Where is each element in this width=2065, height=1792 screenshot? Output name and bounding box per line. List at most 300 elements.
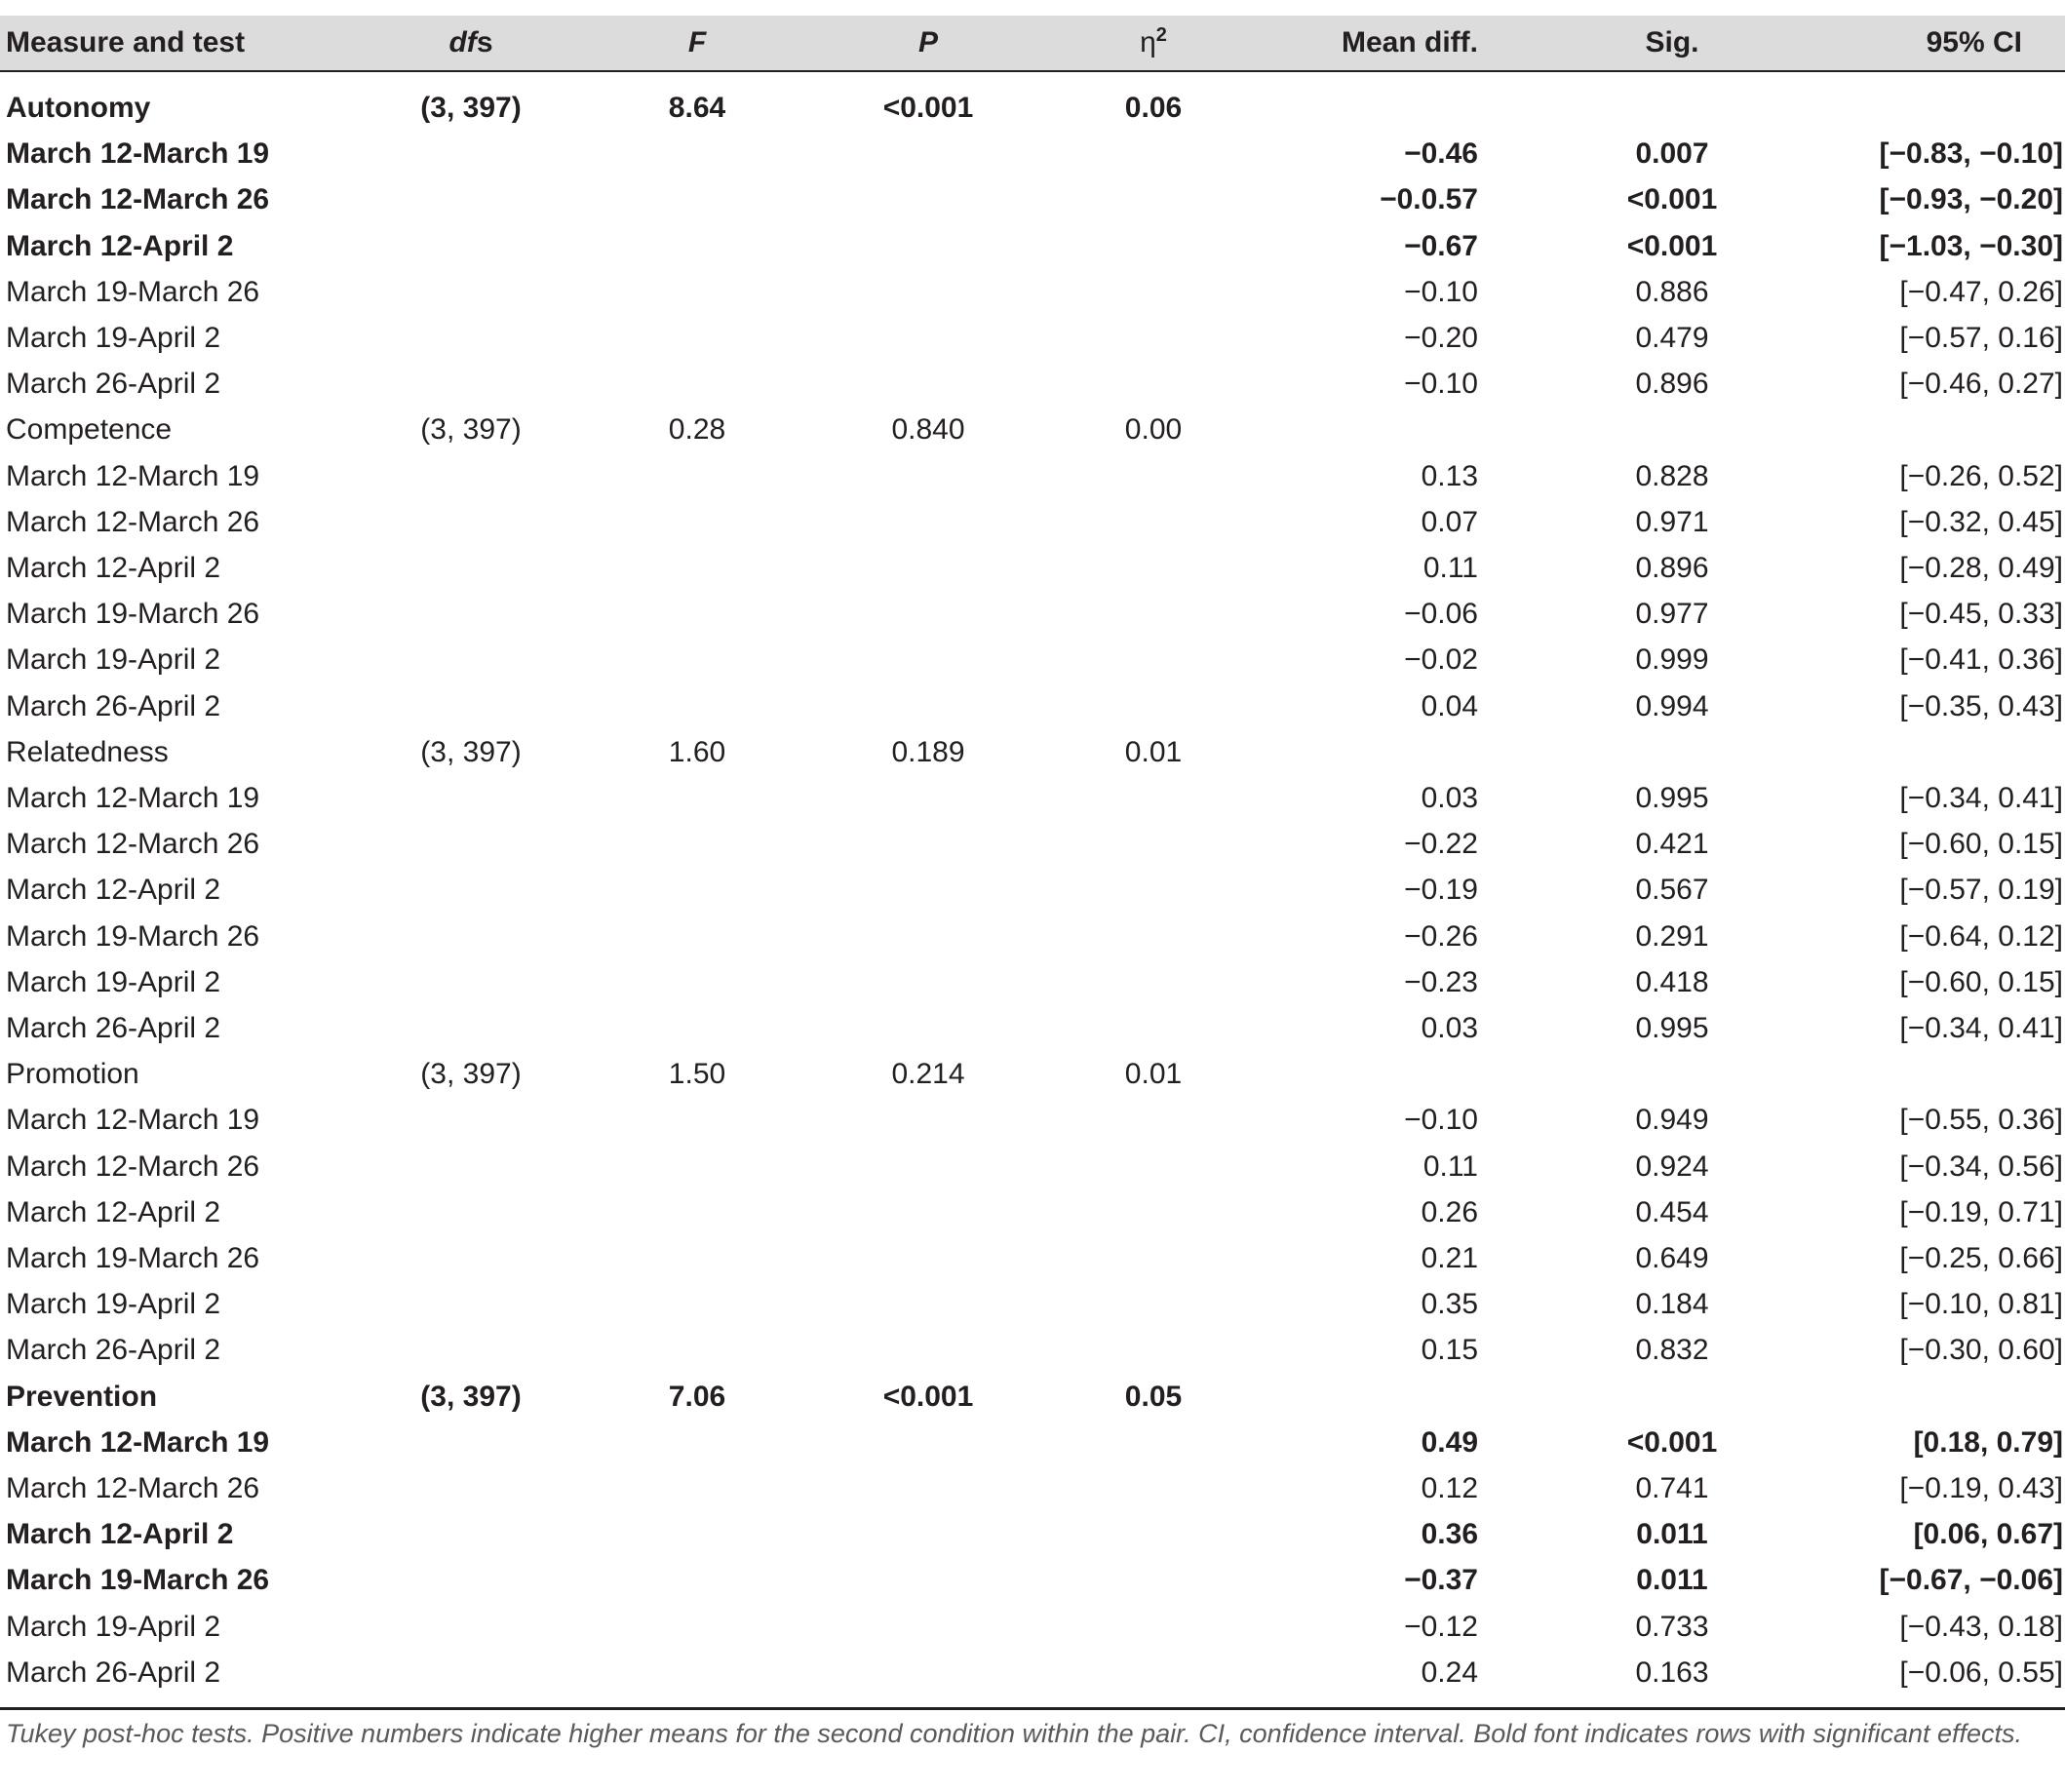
cell-eta: 0.00 <box>1124 413 1183 447</box>
cell-ci: [−0.32, 0.45] <box>1899 505 2063 538</box>
cell-label: March 19-March 26 <box>6 598 260 631</box>
table-row <box>0 1374 2065 1420</box>
cell-p <box>850 1144 1006 1189</box>
cell-ci: [−0.19, 0.43] <box>1899 1472 2063 1504</box>
cell-ci: [−0.06, 0.55] <box>1899 1656 2063 1689</box>
cell-dfs <box>388 361 554 407</box>
table-row <box>0 453 2065 499</box>
cell-sig: 0.741 <box>1635 1472 1709 1504</box>
cell-sig: 0.163 <box>1635 1656 1709 1689</box>
cell-dfs <box>388 545 554 591</box>
cell-mean-diff: −0.19 <box>1404 874 1478 907</box>
cell-sig: 0.949 <box>1635 1104 1709 1137</box>
table-header-row <box>0 16 2065 70</box>
cell-eta <box>1080 361 1227 407</box>
cell-f <box>624 1189 770 1235</box>
cell-ci: [−0.93, −0.20] <box>1879 183 2063 216</box>
cell-ci: [−0.57, 0.16] <box>1899 322 2063 354</box>
cell-mean-diff: 0.35 <box>1421 1288 1478 1321</box>
cell-label: March 12-March 19 <box>6 782 260 814</box>
cell-mean-diff: 0.03 <box>1421 1012 1478 1044</box>
cell-p: <0.001 <box>882 1380 974 1413</box>
cell-dfs: (3, 397) <box>420 92 522 124</box>
cell-f <box>624 361 770 407</box>
cell-f <box>624 591 770 637</box>
cell-p: 0.214 <box>891 1058 965 1091</box>
cell-label: March 19-March 26 <box>6 275 260 308</box>
cell-f <box>624 1604 770 1650</box>
table-row <box>0 1051 2065 1097</box>
cell-p <box>850 315 1006 361</box>
cell-ci: [−0.46, 0.27] <box>1899 368 2063 401</box>
cell-eta <box>1080 1235 1227 1281</box>
cell-label: March 12-March 19 <box>6 137 270 171</box>
table-row <box>0 1144 2065 1189</box>
table-row <box>0 131 2065 176</box>
cell-eta <box>1080 1189 1227 1235</box>
cell-sig <box>1570 729 1774 775</box>
cell-p <box>850 1650 1006 1695</box>
cell-p <box>850 1281 1006 1327</box>
cell-sig <box>1570 407 1774 452</box>
cell-ci: [−0.25, 0.66] <box>1899 1242 2063 1274</box>
cell-f <box>624 315 770 361</box>
table-row <box>0 821 2065 867</box>
cell-mean-diff: 0.13 <box>1421 459 1478 492</box>
cell-ci: [−0.34, 0.41] <box>1899 782 2063 814</box>
cell-eta <box>1080 545 1227 591</box>
cell-eta <box>1080 131 1227 176</box>
cell-label: March 12-March 26 <box>6 1472 260 1504</box>
cell-dfs <box>388 499 554 545</box>
cell-sig: 0.479 <box>1635 322 1709 354</box>
cell-mean-diff: −0.22 <box>1404 828 1478 861</box>
cell-f <box>624 545 770 591</box>
cell-eta: 0.06 <box>1124 92 1183 124</box>
cell-eta <box>1080 959 1227 1005</box>
cell-label: March 26-April 2 <box>6 1334 221 1367</box>
cell-label: March 12-March 26 <box>6 183 270 216</box>
cell-p <box>850 683 1006 729</box>
cell-dfs <box>388 775 554 821</box>
bottom-rule <box>0 1707 2065 1710</box>
table-row <box>0 1557 2065 1603</box>
cell-label: March 19-March 26 <box>6 919 260 953</box>
cell-label: Relatedness <box>6 735 169 768</box>
cell-dfs <box>388 1327 554 1373</box>
table-row <box>0 1097 2065 1143</box>
cell-eta <box>1080 1005 1227 1051</box>
cell-label: March 12-April 2 <box>6 1195 221 1228</box>
cell-label: March 26-April 2 <box>6 368 221 401</box>
cell-f <box>624 821 770 867</box>
cell-f <box>624 1327 770 1373</box>
cell-ci <box>1774 1374 2065 1420</box>
cell-mean-diff: −0.06 <box>1404 598 1478 631</box>
cell-label: March 26-April 2 <box>6 1656 221 1689</box>
cell-p <box>850 1420 1006 1465</box>
table-row <box>0 867 2065 913</box>
cell-f <box>624 1465 770 1511</box>
cell-sig: 0.896 <box>1635 552 1709 584</box>
cell-label: March 12-March 26 <box>6 1149 260 1183</box>
cell-sig: 0.291 <box>1635 919 1709 953</box>
cell-mean-diff: 0.21 <box>1421 1242 1478 1274</box>
cell-eta <box>1080 176 1227 222</box>
cell-dfs: (3, 397) <box>420 1380 522 1413</box>
cell-f <box>624 1144 770 1189</box>
cell-p <box>850 1465 1006 1511</box>
header-sig: Sig. <box>1645 26 1699 58</box>
cell-dfs <box>388 637 554 682</box>
cell-mean-diff: −0.37 <box>1404 1564 1478 1597</box>
cell-p <box>850 269 1006 315</box>
cell-sig: 0.733 <box>1635 1610 1709 1643</box>
cell-mean-diff: −0.0.57 <box>1380 183 1478 216</box>
cell-f: 1.50 <box>668 1058 726 1091</box>
cell-mean-diff: 0.26 <box>1421 1195 1478 1228</box>
cell-dfs: (3, 397) <box>420 1058 522 1091</box>
cell-mean-diff: −0.10 <box>1404 368 1478 401</box>
cell-ci: [0.06, 0.67] <box>1913 1518 2063 1551</box>
cell-dfs <box>388 1650 554 1695</box>
cell-mean-diff: 0.11 <box>1422 1149 1478 1183</box>
table-row <box>0 1281 2065 1327</box>
table-row <box>0 1511 2065 1557</box>
cell-mean-diff: 0.12 <box>1421 1472 1478 1504</box>
cell-eta <box>1080 683 1227 729</box>
cell-dfs <box>388 1281 554 1327</box>
cell-p <box>850 361 1006 407</box>
cell-f <box>624 637 770 682</box>
cell-ci: [−0.10, 0.81] <box>1899 1288 2063 1321</box>
cell-eta <box>1080 1420 1227 1465</box>
cell-eta <box>1080 1511 1227 1557</box>
table-row <box>0 683 2065 729</box>
cell-label: March 19-March 26 <box>6 1564 270 1597</box>
header-measure: Measure and test <box>6 26 246 58</box>
cell-ci: [−0.57, 0.19] <box>1899 874 2063 907</box>
table-row <box>0 361 2065 407</box>
cell-sig: 0.977 <box>1635 598 1709 631</box>
cell-mean-diff: 0.03 <box>1421 782 1478 814</box>
table-row <box>0 85 2065 131</box>
header-eta-sup: 2 <box>1155 24 1167 46</box>
cell-p <box>850 499 1006 545</box>
table-row <box>0 315 2065 361</box>
cell-sig: 0.971 <box>1635 505 1709 538</box>
cell-dfs <box>388 591 554 637</box>
cell-p <box>850 1557 1006 1603</box>
cell-p <box>850 959 1006 1005</box>
cell-sig: <0.001 <box>1626 229 1718 262</box>
cell-mean-diff: −0.46 <box>1404 137 1478 171</box>
cell-f: 0.28 <box>668 413 726 447</box>
cell-f <box>624 1281 770 1327</box>
cell-eta <box>1080 269 1227 315</box>
cell-eta <box>1080 914 1227 959</box>
cell-dfs <box>388 1189 554 1235</box>
cell-dfs <box>388 1097 554 1143</box>
table-row <box>0 1005 2065 1051</box>
table-row <box>0 959 2065 1005</box>
cell-eta <box>1080 453 1227 499</box>
cell-f <box>624 131 770 176</box>
cell-ci <box>1774 407 2065 452</box>
cell-label: March 12-April 2 <box>6 874 221 907</box>
cell-ci: [−0.67, −0.06] <box>1879 1564 2063 1597</box>
cell-f: 1.60 <box>668 735 726 768</box>
cell-label: March 12-March 26 <box>6 505 260 538</box>
header-p: P <box>917 26 938 58</box>
cell-eta <box>1080 1604 1227 1650</box>
cell-ci: [−0.19, 0.71] <box>1899 1195 2063 1228</box>
cell-ci: [−0.41, 0.36] <box>1899 643 2063 677</box>
cell-label: March 12-March 26 <box>6 828 260 861</box>
cell-p <box>850 867 1006 913</box>
cell-mean-diff: −0.10 <box>1404 1104 1478 1137</box>
table-row <box>0 1235 2065 1281</box>
cell-mean-diff: 0.49 <box>1421 1425 1478 1459</box>
cell-sig: 0.011 <box>1636 1518 1708 1551</box>
cell-dfs <box>388 867 554 913</box>
cell-label: March 19-April 2 <box>6 322 221 354</box>
cell-label: March 19-April 2 <box>6 1288 221 1321</box>
cell-eta <box>1080 1097 1227 1143</box>
cell-f <box>624 1650 770 1695</box>
cell-eta <box>1080 867 1227 913</box>
cell-eta <box>1080 591 1227 637</box>
cell-p <box>850 591 1006 637</box>
cell-ci: [−0.83, −0.10] <box>1879 137 2063 171</box>
cell-p <box>850 176 1006 222</box>
cell-mean-diff <box>1330 407 1478 452</box>
table-row <box>0 269 2065 315</box>
cell-sig: 0.418 <box>1635 965 1709 998</box>
cell-dfs: (3, 397) <box>420 735 522 768</box>
cell-f <box>624 269 770 315</box>
cell-label: Competence <box>6 413 173 447</box>
cell-f <box>624 775 770 821</box>
cell-label: March 19-April 2 <box>6 643 221 677</box>
table-row <box>0 1465 2065 1511</box>
cell-label: March 12-March 19 <box>6 459 260 492</box>
cell-sig: 0.421 <box>1635 828 1709 861</box>
cell-p <box>850 545 1006 591</box>
cell-dfs <box>388 1557 554 1603</box>
cell-p <box>850 453 1006 499</box>
cell-ci: [−0.45, 0.33] <box>1899 598 2063 631</box>
cell-sig: 0.567 <box>1635 874 1709 907</box>
table-row <box>0 775 2065 821</box>
cell-ci: [−0.26, 0.52] <box>1899 459 2063 492</box>
cell-f <box>624 176 770 222</box>
cell-ci: [−0.60, 0.15] <box>1899 965 2063 998</box>
cell-mean-diff: −0.23 <box>1404 965 1478 998</box>
cell-p <box>850 1327 1006 1373</box>
cell-mean-diff <box>1330 729 1478 775</box>
cell-sig: 0.924 <box>1635 1149 1709 1183</box>
cell-sig: 0.896 <box>1635 368 1709 401</box>
cell-mean-diff: 0.11 <box>1422 552 1478 584</box>
cell-dfs <box>388 315 554 361</box>
cell-f <box>624 867 770 913</box>
cell-dfs <box>388 453 554 499</box>
cell-eta: 0.01 <box>1124 735 1183 768</box>
cell-dfs <box>388 1144 554 1189</box>
cell-label: March 12-April 2 <box>6 552 221 584</box>
cell-sig: 0.994 <box>1635 689 1709 722</box>
cell-mean-diff <box>1330 85 1478 131</box>
cell-label: March 12-March 19 <box>6 1104 260 1137</box>
cell-mean-diff: 0.15 <box>1421 1334 1478 1367</box>
cell-p <box>850 1604 1006 1650</box>
table-row <box>0 914 2065 959</box>
cell-p <box>850 1235 1006 1281</box>
cell-mean-diff: 0.36 <box>1421 1518 1478 1551</box>
header-mean-diff: Mean diff. <box>1342 26 1478 58</box>
cell-sig: <0.001 <box>1626 1425 1718 1459</box>
cell-label: March 26-April 2 <box>6 689 221 722</box>
cell-eta: 0.05 <box>1124 1380 1183 1413</box>
cell-ci: [0.18, 0.79] <box>1913 1425 2063 1459</box>
table-row <box>0 1189 2065 1235</box>
cell-sig: 0.184 <box>1635 1288 1709 1321</box>
cell-ci: [−0.60, 0.15] <box>1899 828 2063 861</box>
cell-mean-diff: 0.04 <box>1421 689 1478 722</box>
cell-dfs <box>388 821 554 867</box>
cell-f: 7.06 <box>668 1380 726 1413</box>
table-row <box>0 637 2065 682</box>
cell-mean-diff: −0.20 <box>1404 322 1478 354</box>
cell-f <box>624 1420 770 1465</box>
cell-dfs <box>388 683 554 729</box>
cell-mean-diff <box>1330 1051 1478 1097</box>
cell-sig <box>1570 1374 1774 1420</box>
cell-dfs <box>388 1511 554 1557</box>
cell-label: Prevention <box>6 1380 158 1413</box>
header-dfs-rest: s <box>476 26 493 58</box>
header-dfs <box>388 16 554 70</box>
table-row <box>0 223 2065 269</box>
cell-sig: 0.007 <box>1635 137 1709 171</box>
cell-f <box>624 683 770 729</box>
cell-dfs <box>388 1604 554 1650</box>
table-row <box>0 1604 2065 1650</box>
cell-ci <box>1774 85 2065 131</box>
cell-f <box>624 1557 770 1603</box>
cell-label: March 19-April 2 <box>6 1610 221 1643</box>
cell-sig: 0.999 <box>1635 643 1709 677</box>
cell-p <box>850 1189 1006 1235</box>
table-row <box>0 176 2065 222</box>
cell-eta <box>1080 1557 1227 1603</box>
table-row <box>0 407 2065 452</box>
cell-f <box>624 453 770 499</box>
cell-eta <box>1080 821 1227 867</box>
cell-ci: [−0.64, 0.12] <box>1899 919 2063 953</box>
cell-dfs <box>388 269 554 315</box>
cell-p: <0.001 <box>882 92 974 124</box>
table-row <box>0 1327 2065 1373</box>
cell-f <box>624 1235 770 1281</box>
cell-p <box>850 1511 1006 1557</box>
cell-dfs <box>388 914 554 959</box>
cell-f <box>624 1511 770 1557</box>
cell-ci: [−0.43, 0.18] <box>1899 1610 2063 1643</box>
cell-dfs <box>388 1465 554 1511</box>
cell-sig: 0.011 <box>1636 1564 1708 1597</box>
cell-eta <box>1080 499 1227 545</box>
cell-label: Autonomy <box>6 92 151 124</box>
cell-label: March 19-March 26 <box>6 1242 260 1274</box>
cell-mean-diff: −0.26 <box>1404 919 1478 953</box>
cell-ci: [−0.55, 0.36] <box>1899 1104 2063 1137</box>
cell-label: Promotion <box>6 1058 139 1091</box>
cell-f <box>624 1005 770 1051</box>
cell-p <box>850 131 1006 176</box>
cell-sig: 0.454 <box>1635 1195 1709 1228</box>
header-ci: 95% CI <box>1926 26 2022 58</box>
cell-p <box>850 914 1006 959</box>
cell-p <box>850 821 1006 867</box>
cell-dfs <box>388 1005 554 1051</box>
cell-sig: 0.828 <box>1635 459 1709 492</box>
cell-eta <box>1080 1465 1227 1511</box>
cell-p <box>850 1005 1006 1051</box>
cell-label: March 12-March 19 <box>6 1425 270 1459</box>
cell-mean-diff: 0.07 <box>1421 505 1478 538</box>
cell-dfs <box>388 131 554 176</box>
cell-eta <box>1080 637 1227 682</box>
cell-ci: [−0.35, 0.43] <box>1899 689 2063 722</box>
cell-sig <box>1570 85 1774 131</box>
cell-eta <box>1080 1327 1227 1373</box>
cell-ci: [−0.28, 0.49] <box>1899 552 2063 584</box>
cell-ci: [−0.30, 0.60] <box>1899 1334 2063 1367</box>
cell-label: March 12-April 2 <box>6 1518 234 1551</box>
cell-sig: 0.649 <box>1635 1242 1709 1274</box>
header-dfs-italic: df <box>448 26 477 58</box>
table-row <box>0 729 2065 775</box>
cell-ci: [−0.47, 0.26] <box>1899 275 2063 308</box>
cell-mean-diff: −0.10 <box>1404 275 1478 308</box>
cell-sig: <0.001 <box>1626 183 1718 216</box>
cell-dfs <box>388 223 554 269</box>
table-row <box>0 499 2065 545</box>
cell-eta: 0.01 <box>1124 1058 1183 1091</box>
header-eta <box>1080 16 1227 70</box>
table-row <box>0 591 2065 637</box>
cell-eta <box>1080 223 1227 269</box>
cell-ci <box>1774 729 2065 775</box>
cell-mean-diff: −0.67 <box>1404 229 1478 262</box>
cell-sig: 0.832 <box>1635 1334 1709 1367</box>
table-row <box>0 545 2065 591</box>
cell-f <box>624 1097 770 1143</box>
cell-f <box>624 959 770 1005</box>
cell-sig: 0.886 <box>1635 275 1709 308</box>
cell-mean-diff: −0.02 <box>1404 643 1478 677</box>
cell-f: 8.64 <box>668 92 726 124</box>
header-eta-symbol: η <box>1140 26 1156 58</box>
cell-ci: [−1.03, −0.30] <box>1879 229 2063 262</box>
cell-sig: 0.995 <box>1635 782 1709 814</box>
cell-p: 0.189 <box>891 735 965 768</box>
cell-p <box>850 775 1006 821</box>
table-row <box>0 1420 2065 1465</box>
table-row <box>0 1650 2065 1695</box>
